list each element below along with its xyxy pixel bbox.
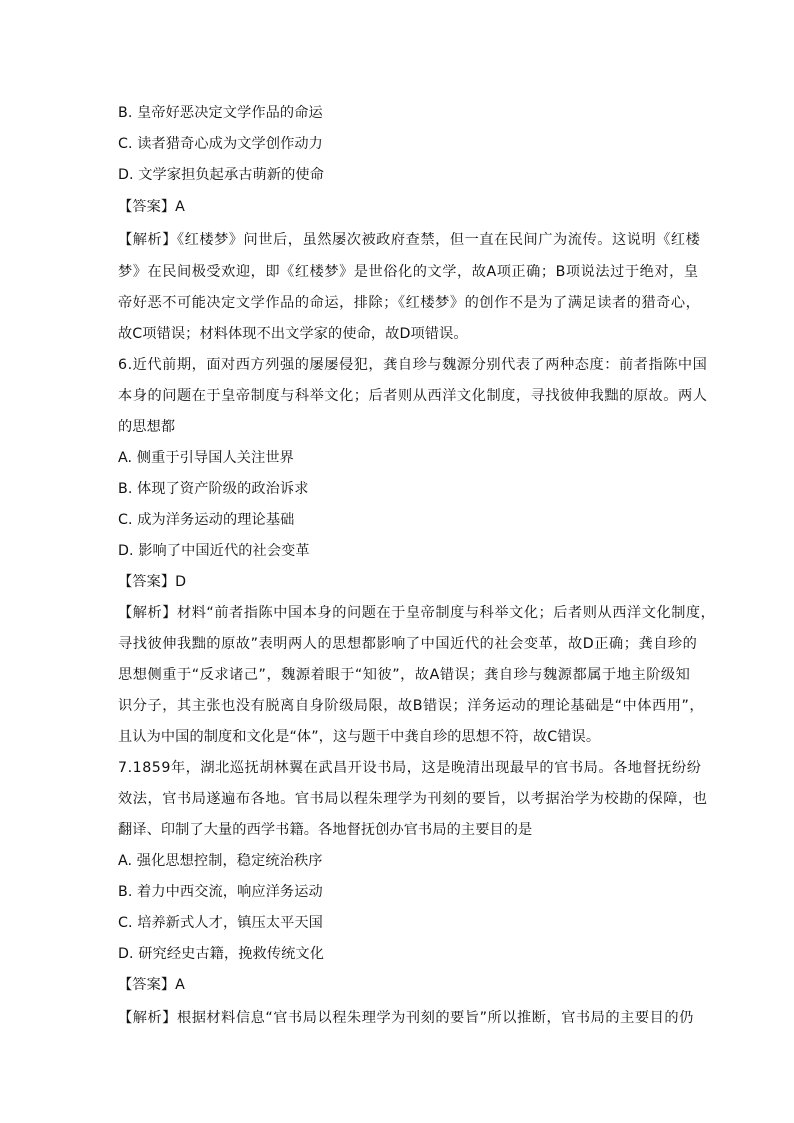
option-c-q6: C. 成为洋务运动的理论基础: [118, 512, 295, 528]
question-6-line3: 的思想都: [118, 419, 176, 435]
explanation-q6-line5: 且认为中国的制度和文化是“体”，这与题干中龚自珍的思想不符，故C错误。: [118, 729, 601, 745]
option-d-q5: D. 文学家担负起承古萌新的使命: [118, 167, 324, 183]
option-a-q7: A. 强化思想控制，稳定统治秩序: [118, 853, 323, 869]
explanation-q7-line1: 【解析】根据材料信息“官书局以程朱理学为刊刻的要旨”所以推断，官书局的主要目的仍: [118, 1010, 694, 1026]
option-a-q6: A. 侧重于引导国人关注世界: [118, 450, 294, 466]
question-6-line2: 本身的问题在于皇帝制度与科举文化；后者则从西洋文化制度，寻找彼伸我黜的原故。两人: [118, 388, 708, 404]
explanation-q6-line2: 寻找彼伸我黜的原故”表明两人的思想都影响了中国近代的社会变革，故D正确；龚自珍的: [118, 636, 698, 652]
option-c-q7: C. 培养新式人才，镇压太平天国: [118, 915, 323, 931]
option-d-q6: D. 影响了中国近代的社会变革: [118, 543, 310, 559]
option-b-q7: B. 着力中西交流，响应洋务运动: [118, 884, 323, 900]
question-7-line3: 翻译、印制了大量的西学书籍。各地督抚创办官书局的主要目的是: [118, 822, 533, 838]
explanation-q5-line4: 故C项错误；材料体现不出文学家的使命，故D项错误。: [118, 326, 468, 342]
answer-q5: 【答案】A: [118, 199, 185, 215]
option-b-q5: B. 皇帝好恶决定文学作品的命运: [118, 105, 323, 121]
explanation-q5-line3: 帝好恶不可能决定文学作品的命运，排除；《红楼梦》的创作不是为了满足读者的猎奇心，: [118, 295, 701, 311]
explanation-q6-line1: 【解析】材料“前者指陈中国本身的问题在于皇帝制度与科举文化；后者则从西洋文化制度，: [118, 605, 716, 621]
question-6-line1: 6.近代前期，面对西方列强的屡屡侵犯，龚自珍与魏源分别代表了两种态度：前者指陈中国: [118, 357, 708, 373]
question-7-line1: 7.1859年，湖北巡抚胡林翼在武昌开设书局，这是晚清出现最早的官书局。各地督抚纷纷: [118, 760, 702, 776]
explanation-q5-line2: 梦》在民间极受欢迎，即《红楼梦》是世俗化的文学，故A项正确；B项说法过于绝对，皇: [118, 264, 699, 280]
answer-q7: 【答案】A: [118, 977, 185, 993]
answer-q6: 【答案】D: [118, 574, 187, 590]
explanation-q5-line1: 【解析】《红楼梦》问世后，虽然屡次被政府查禁，但一直在民间广为流传。这说明《红楼: [118, 232, 701, 248]
option-d-q7: D. 研究经史古籍，挽救传统文化: [118, 946, 324, 962]
explanation-q6-line3: 思想侧重于“反求诸己”，魏源着眼于“知彼”，故A错误；龚自珍与魏源都属于地主阶级知: [118, 667, 691, 683]
explanation-q6-line4: 识分子，其主张也没有脱离自身阶级局限，故B错误；洋务运动的理论基础是“中体西用”，: [118, 698, 705, 714]
option-b-q6: B. 体现了资产阶级的政治诉求: [118, 481, 309, 497]
question-7-line2: 效法，官书局遂遍布各地。官书局以程朱理学为刊刻的要旨，以考据治学为校勘的保障，也: [118, 791, 708, 807]
option-c-q5: C. 读者猎奇心成为文学创作动力: [118, 136, 323, 152]
